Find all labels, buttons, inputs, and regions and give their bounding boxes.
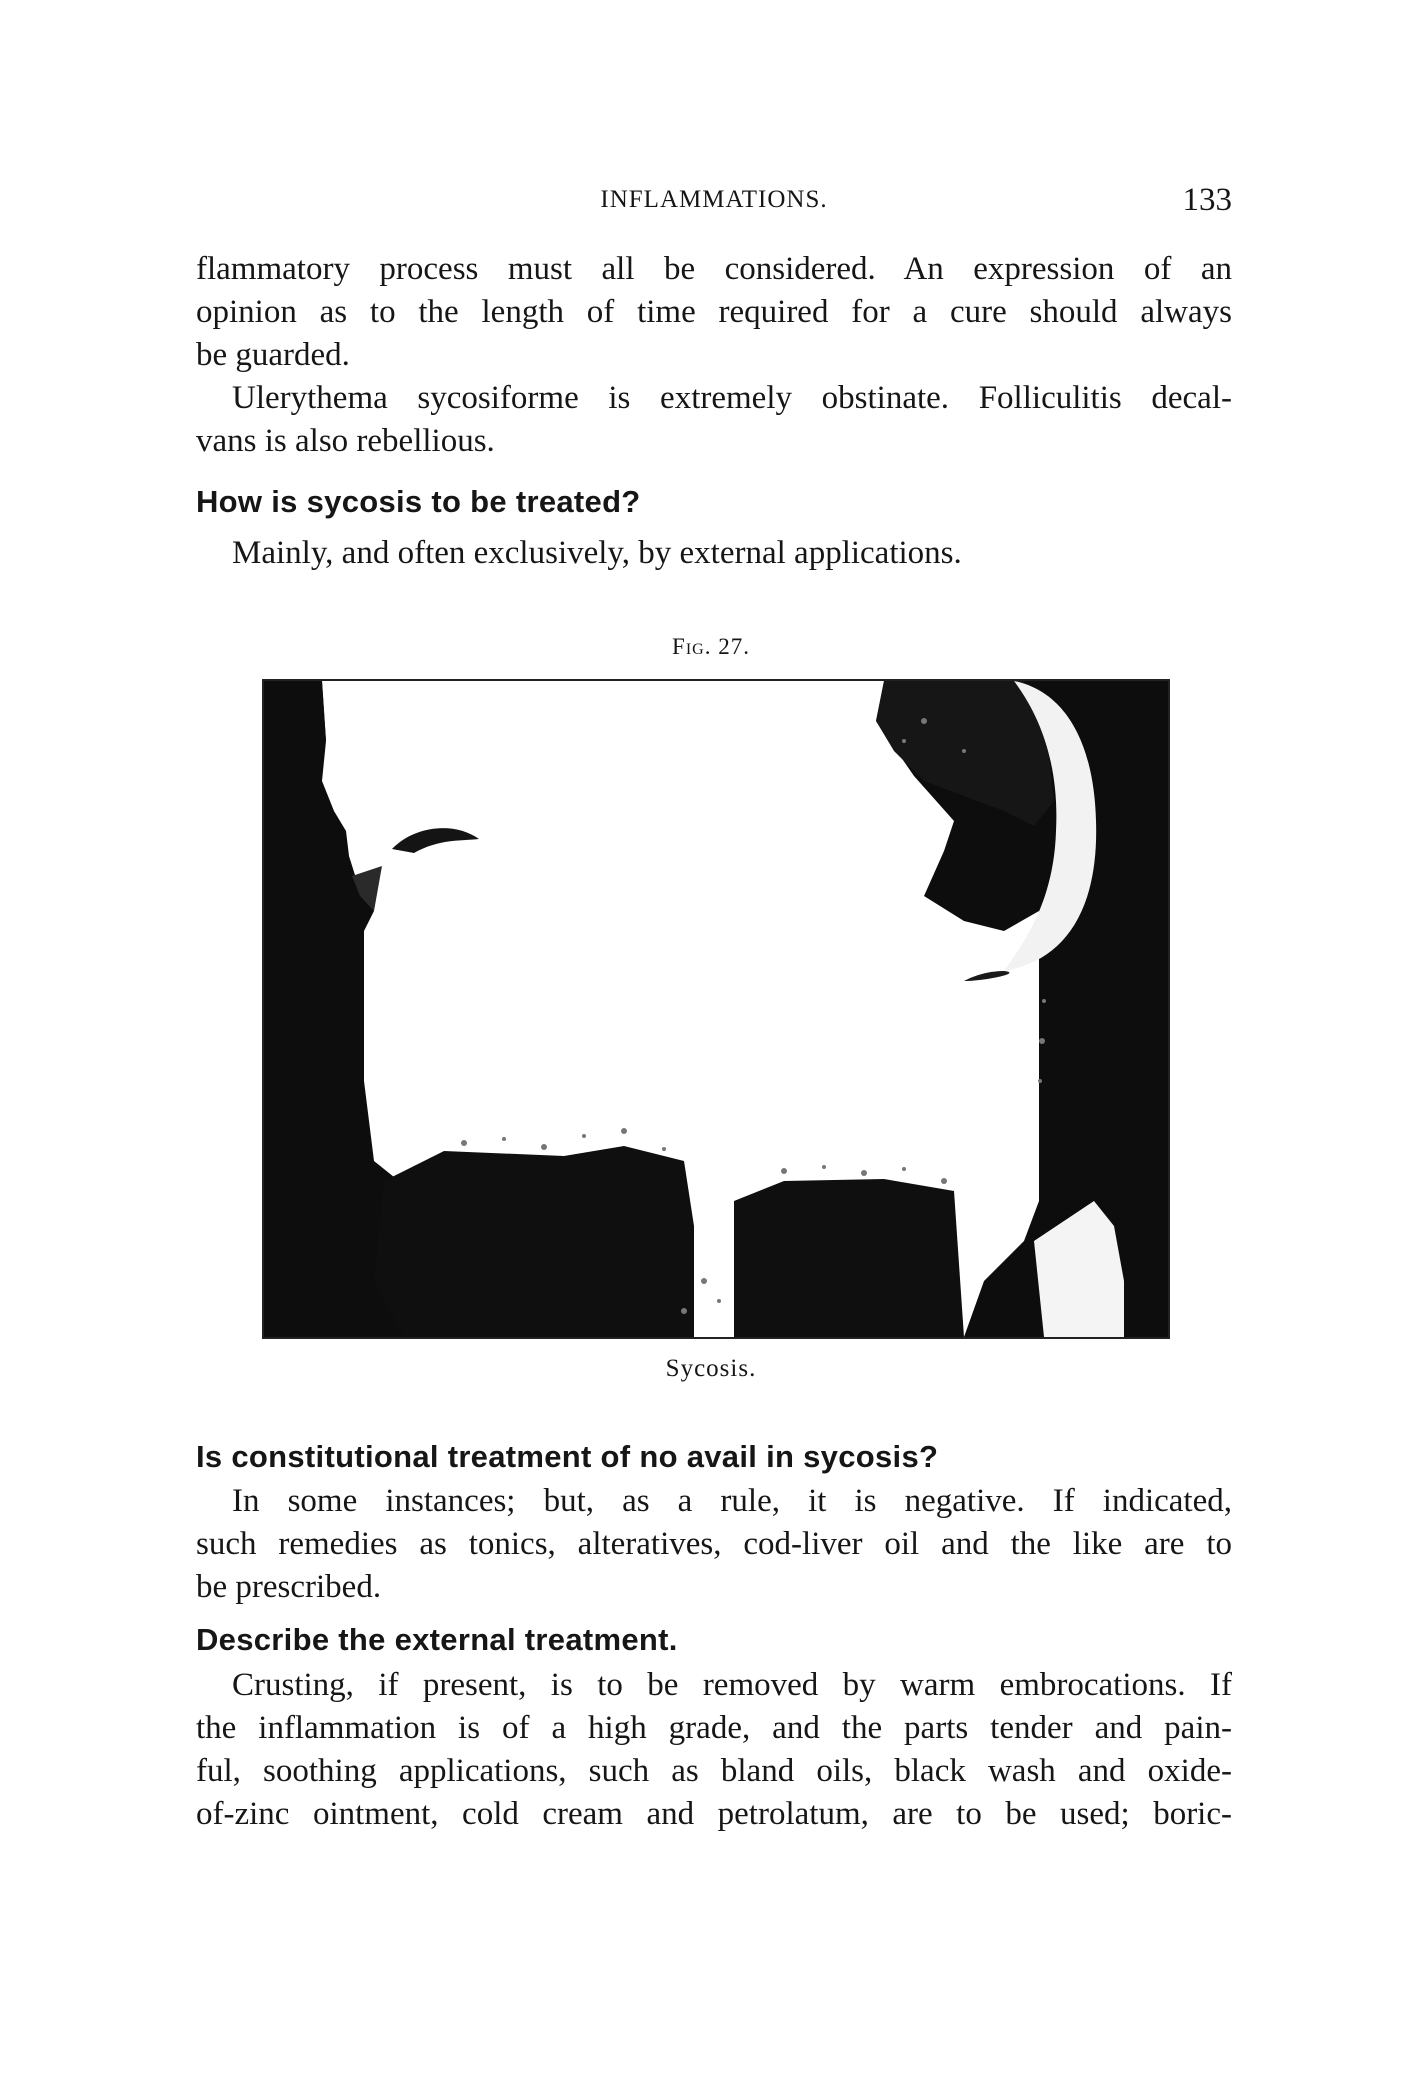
text-line: flammatory process must all be considered. An expression of an (196, 251, 1232, 287)
text-line: opinion as to the length of time required for a cure should always (196, 294, 1232, 330)
text-line: Mainly, and often exclusively, by external applications. (232, 535, 962, 571)
page-number: 133 (1182, 182, 1232, 218)
running-head: INFLAMMATIONS. (600, 186, 828, 213)
question-heading-constitutional: Is constitutional treatment of no avail in sycosis? (196, 1439, 939, 1474)
text-line: of-zinc ointment, cold cream and petrolatum, are to be used; boric- (196, 1796, 1232, 1832)
text-line: Crusting, if present, is to be removed by warm embrocations. If (232, 1667, 1232, 1703)
figure-photograph (262, 679, 1170, 1339)
text-line: vans is also rebellious. (196, 423, 495, 459)
page-header (196, 182, 1232, 222)
text-line: ful, soothing applications, such as bland oils, black wash and oxide- (196, 1753, 1232, 1789)
text-line: be prescribed. (196, 1569, 382, 1605)
answer-constitutional (196, 1480, 1232, 1609)
text-line: In some instances; but, as a rule, it is negative. If indicated, (232, 1483, 1232, 1519)
sycosis-photo-illustration (264, 681, 1168, 1337)
answer-external (196, 1664, 1232, 1836)
question-heading-treatment: How is sycosis to be treated? (196, 484, 641, 519)
paragraph-ulerythema (196, 377, 1232, 463)
text-line: the inflammation is of a high grade, and the parts tender and pain- (196, 1710, 1232, 1746)
text-line: such remedies as tonics, alteratives, cod-liver oil and the like are to (196, 1526, 1232, 1562)
text-line: be guarded. (196, 337, 350, 373)
figure-label: Fig. 27. (672, 634, 750, 659)
text-line: Ulerythema sycosiforme is extremely obstinate. Folliculitis decal- (232, 380, 1232, 416)
question-heading-external: Describe the external treatment. (196, 1622, 678, 1657)
answer-treatment (232, 532, 1232, 575)
paragraph-continuation (196, 248, 1232, 377)
figure-caption: Sycosis. (665, 1355, 757, 1382)
